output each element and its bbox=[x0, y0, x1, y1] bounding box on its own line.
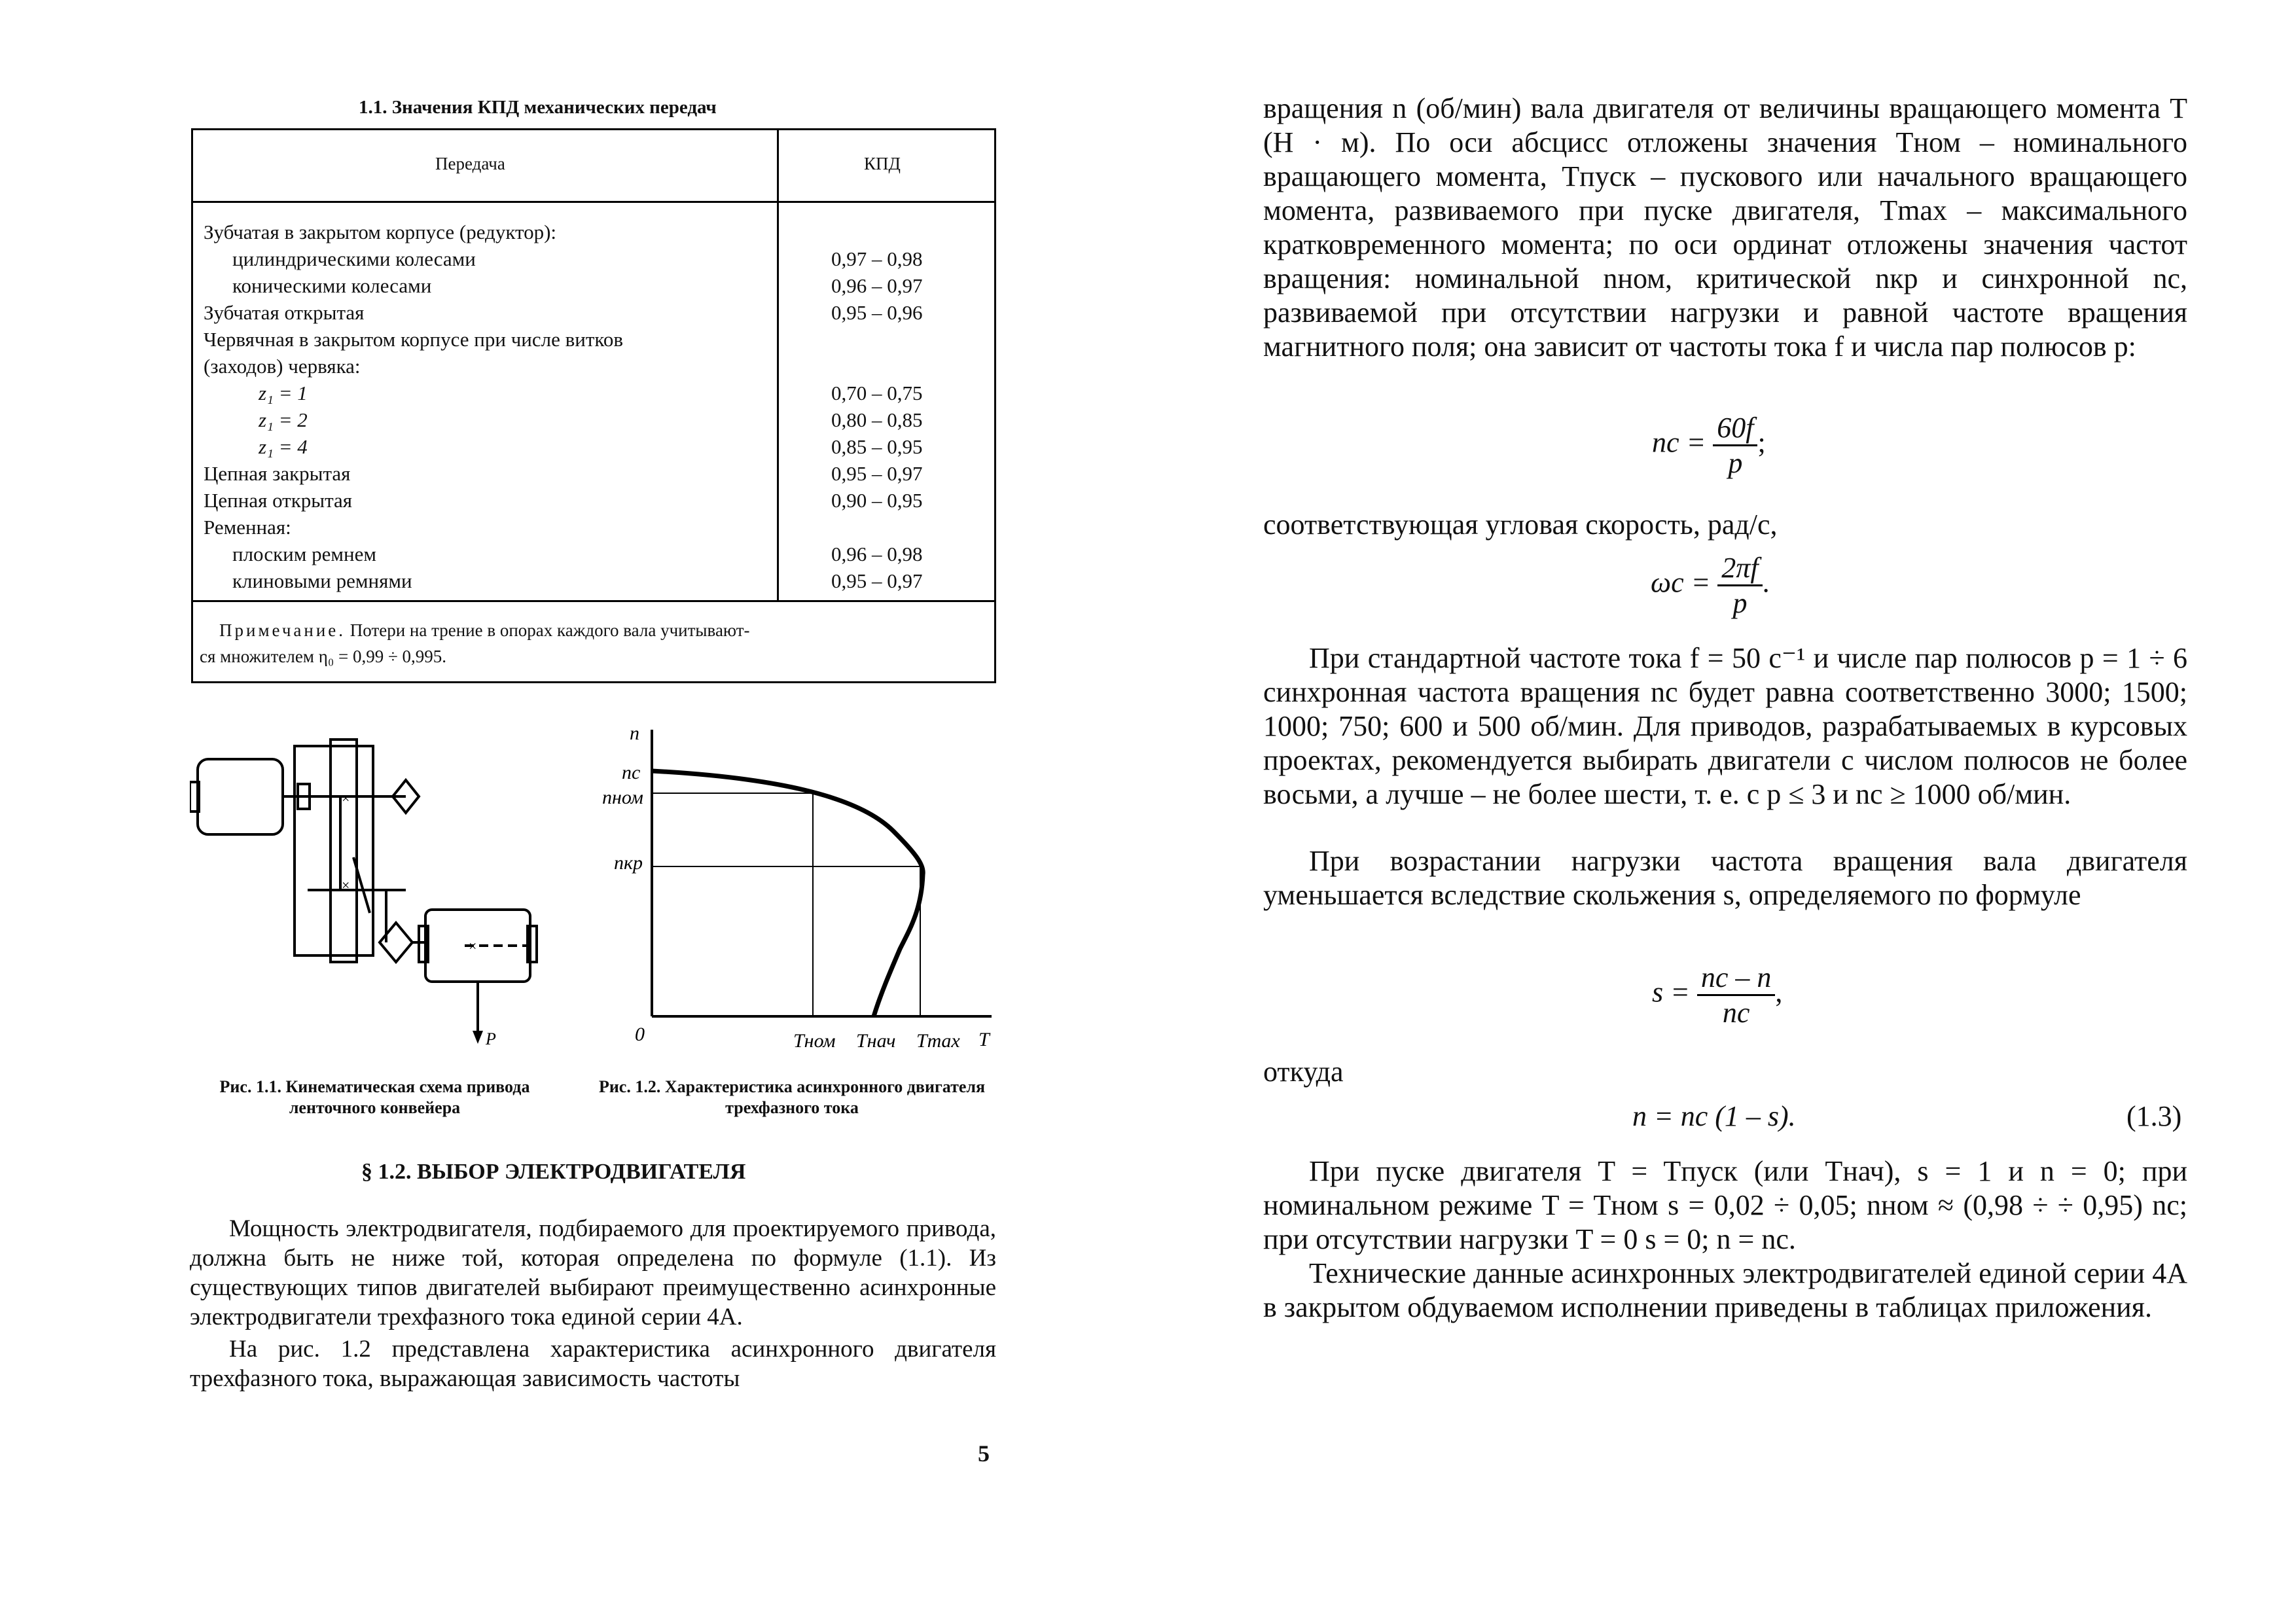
table-row-value: 0,96 – 0,98 bbox=[831, 543, 923, 565]
torque-speed-curve bbox=[652, 771, 923, 1016]
label-zero: 0 bbox=[635, 1024, 645, 1045]
formula-number: (1.3) bbox=[2126, 1100, 2182, 1132]
table-row-label: клиновыми ремнями bbox=[232, 569, 412, 592]
table-row-label: Червячная в закрытом корпусе при числе витков bbox=[204, 328, 624, 351]
figure-1-caption: Рис. 1.1. Кинематическая схема привода ленточного конвейера bbox=[219, 1077, 530, 1117]
table-row-label: Цепная закрытая bbox=[204, 462, 351, 485]
table-row-value: 0,95 – 0,97 bbox=[831, 569, 923, 592]
kinematic-scheme-figure bbox=[190, 726, 569, 1060]
formula-slip-num: nс – n bbox=[1700, 961, 1772, 993]
formula-omega-num: 2πf bbox=[1721, 552, 1759, 584]
col-header-transmission: Передача bbox=[435, 154, 505, 173]
table-row-label: Ременная: bbox=[204, 516, 291, 539]
table-row-label: Зубчатая в закрытом корпусе (редуктор): bbox=[204, 221, 557, 243]
table-row-value: 0,95 – 0,96 bbox=[831, 301, 923, 324]
table-caption: 1.1. Значения КПД механических передач bbox=[359, 97, 717, 118]
formula-slip-tail: , bbox=[1775, 976, 1783, 1008]
svg-text:×: × bbox=[469, 938, 477, 954]
table-row-label: Зубчатая открытая bbox=[204, 301, 365, 324]
label-nc: nс bbox=[622, 762, 641, 783]
table-row-label: цилиндрическими колесами bbox=[232, 247, 476, 270]
formula-omega bbox=[1651, 551, 1770, 620]
label-tnom: Tном bbox=[793, 1030, 836, 1052]
figure-2-caption: Рис. 1.2. Характеристика асинхронного двигателя трехфазного тока bbox=[598, 1077, 986, 1117]
formula-omega-lhs: ωс = bbox=[1651, 566, 1711, 599]
label-nkr: nкр bbox=[614, 852, 643, 874]
efficiency-table bbox=[191, 128, 996, 683]
table-row-label: коническими колесами bbox=[232, 274, 432, 297]
col-header-efficiency: КПД bbox=[864, 154, 901, 173]
right-paragraph-6: Технические данные асинхронных электродвигателей единой серии 4А в закрытом обдуваемом исполнении приведены в таблицах приложения. bbox=[1263, 1257, 2187, 1323]
right-paragraph-2: соответствующая угловая скорость, рад/с, bbox=[1263, 508, 1778, 541]
table-row-value: 0,97 – 0,98 bbox=[831, 247, 923, 270]
table-row-value: 0,85 – 0,95 bbox=[831, 435, 923, 458]
table-row-value: 0,80 – 0,85 bbox=[831, 408, 923, 431]
table-row-label: z₁ = 1 bbox=[259, 382, 308, 404]
table-row-label: z₁ = 4 bbox=[259, 435, 308, 458]
formula-nc-fraction bbox=[1713, 411, 1757, 480]
right-paragraph-1: вращения n (об/мин) вала двигателя от величины вращающего момента T (Н · м). По оси абсцисс отложены значения Tном – номинального вращающего момента, Tпуск – пускового или начального вращающего момента, развиваемого при пуске двигателя, Tmax – максимального кратковременного момента; по оси ординат отложены значения частот вращения: номинальной nном, критической nкр и синхронной nс, развиваемой при отсутствии нагрузки и равной частоте вращения магнитного поля; она зависит от частоты тока f и числа пар полюсов p: bbox=[1263, 92, 2187, 363]
table-row-label: (заходов) червяка: bbox=[204, 355, 361, 378]
right-paragraph-5: При пуске двигателя T = Tпуск (или Tнач), s = 1 и n = 0; при номинальном режиме T = Tном s = 0,02 ÷ 0,05; nном ≈ (0,98 ÷ ÷ 0,95) nс; при отсутствии нагрузки T = 0 s = 0; n = nс. bbox=[1263, 1155, 2187, 1255]
left-body-text bbox=[190, 1214, 996, 1393]
formula-omega-den: p bbox=[1732, 587, 1748, 619]
table-row-value: 0,90 – 0,95 bbox=[831, 489, 923, 512]
table-note bbox=[200, 617, 985, 669]
formula-n-text: n = nс (1 – s). bbox=[1632, 1100, 1796, 1132]
formula-slip-den: nс bbox=[1722, 997, 1750, 1029]
right-page bbox=[1148, 0, 2296, 1623]
formula-nc-lhs: nс = bbox=[1652, 426, 1706, 459]
right-paragraph-4: При возрастании нагрузки частота вращения вала двигателя уменьшается вследствие скольжения s, определяемого по формуле bbox=[1263, 845, 2187, 911]
table-row-value: 0,96 – 0,97 bbox=[831, 274, 923, 297]
table-row-label: z₁ = 2 bbox=[259, 408, 308, 431]
formula-nc-tail: ; bbox=[1757, 426, 1766, 459]
fig1-label-p: P bbox=[486, 1029, 496, 1048]
axis-label-t: T bbox=[978, 1029, 990, 1050]
label-tmax: Tmax bbox=[916, 1030, 960, 1052]
note-title: Примечание. bbox=[219, 620, 346, 640]
motor-body bbox=[198, 759, 283, 834]
axis-label-n: n bbox=[630, 722, 639, 744]
formula-omega-fraction bbox=[1717, 551, 1762, 620]
table-row-value: 0,70 – 0,75 bbox=[831, 382, 923, 404]
section-heading: § 1.2. ВЫБОР ЭЛЕКТРОДВИГАТЕЛЯ bbox=[361, 1160, 746, 1184]
label-tnach: Tнач bbox=[856, 1030, 896, 1052]
table-row-value: 0,95 – 0,97 bbox=[831, 462, 923, 485]
table-row-label: Цепная открытая bbox=[204, 489, 353, 512]
formula-omega-tail: . bbox=[1762, 566, 1770, 599]
formula-slip bbox=[1652, 961, 1782, 1029]
left-paragraph-2: На рис. 1.2 представлена характеристика асинхронного двигателя трехфазного тока, выражающая зависимость частоты bbox=[190, 1336, 996, 1392]
left-paragraph-1: Мощность электродвигателя, подбираемого для проектируемого привода, должна быть не ниже той, которая определена по формуле (1.1). Из существующих типов двигателей выбирают преимущественно асинхронные электродвигатели трехфазного тока единой серии 4А. bbox=[190, 1215, 996, 1330]
table-row-label: плоским ремнем bbox=[232, 543, 376, 565]
formula-slip-lhs: s = bbox=[1652, 976, 1690, 1008]
note-line1: Потери на трение в опорах каждого вала учитывают- bbox=[350, 620, 750, 640]
note-line2: ся множителем η₀ = 0,99 ÷ 0,995. bbox=[200, 647, 447, 666]
page-number: 5 bbox=[978, 1440, 990, 1467]
right-paragraph-3: При стандартной частоте тока f = 50 с⁻¹ и числе пар полюсов p = 1 ÷ 6 синхронная частота вращения nс будет равна соответственно 3000; 1500; 1000; 750; 600 и 500 об/мин. Для приводов, разрабатываемых в курсовых проектах, рекомендуется выбирать двигатели с числом полюсов не более восьми, а лучше – не более шести, т. е. с p ≤ 3 и nс ≥ 1000 об/мин. bbox=[1263, 642, 2187, 810]
motor-characteristic-chart bbox=[602, 720, 995, 1060]
formula-nc-num: 60f bbox=[1717, 412, 1754, 444]
svg-text:×: × bbox=[342, 877, 350, 893]
formula-nc bbox=[1652, 411, 1766, 480]
formula-n bbox=[1632, 1099, 1796, 1133]
word-otkuda: откуда bbox=[1263, 1056, 1344, 1088]
formula-nc-den: p bbox=[1728, 447, 1743, 479]
formula-slip-fraction bbox=[1697, 961, 1776, 1029]
label-nnom: nном bbox=[602, 787, 643, 808]
svg-text:×: × bbox=[342, 790, 350, 806]
